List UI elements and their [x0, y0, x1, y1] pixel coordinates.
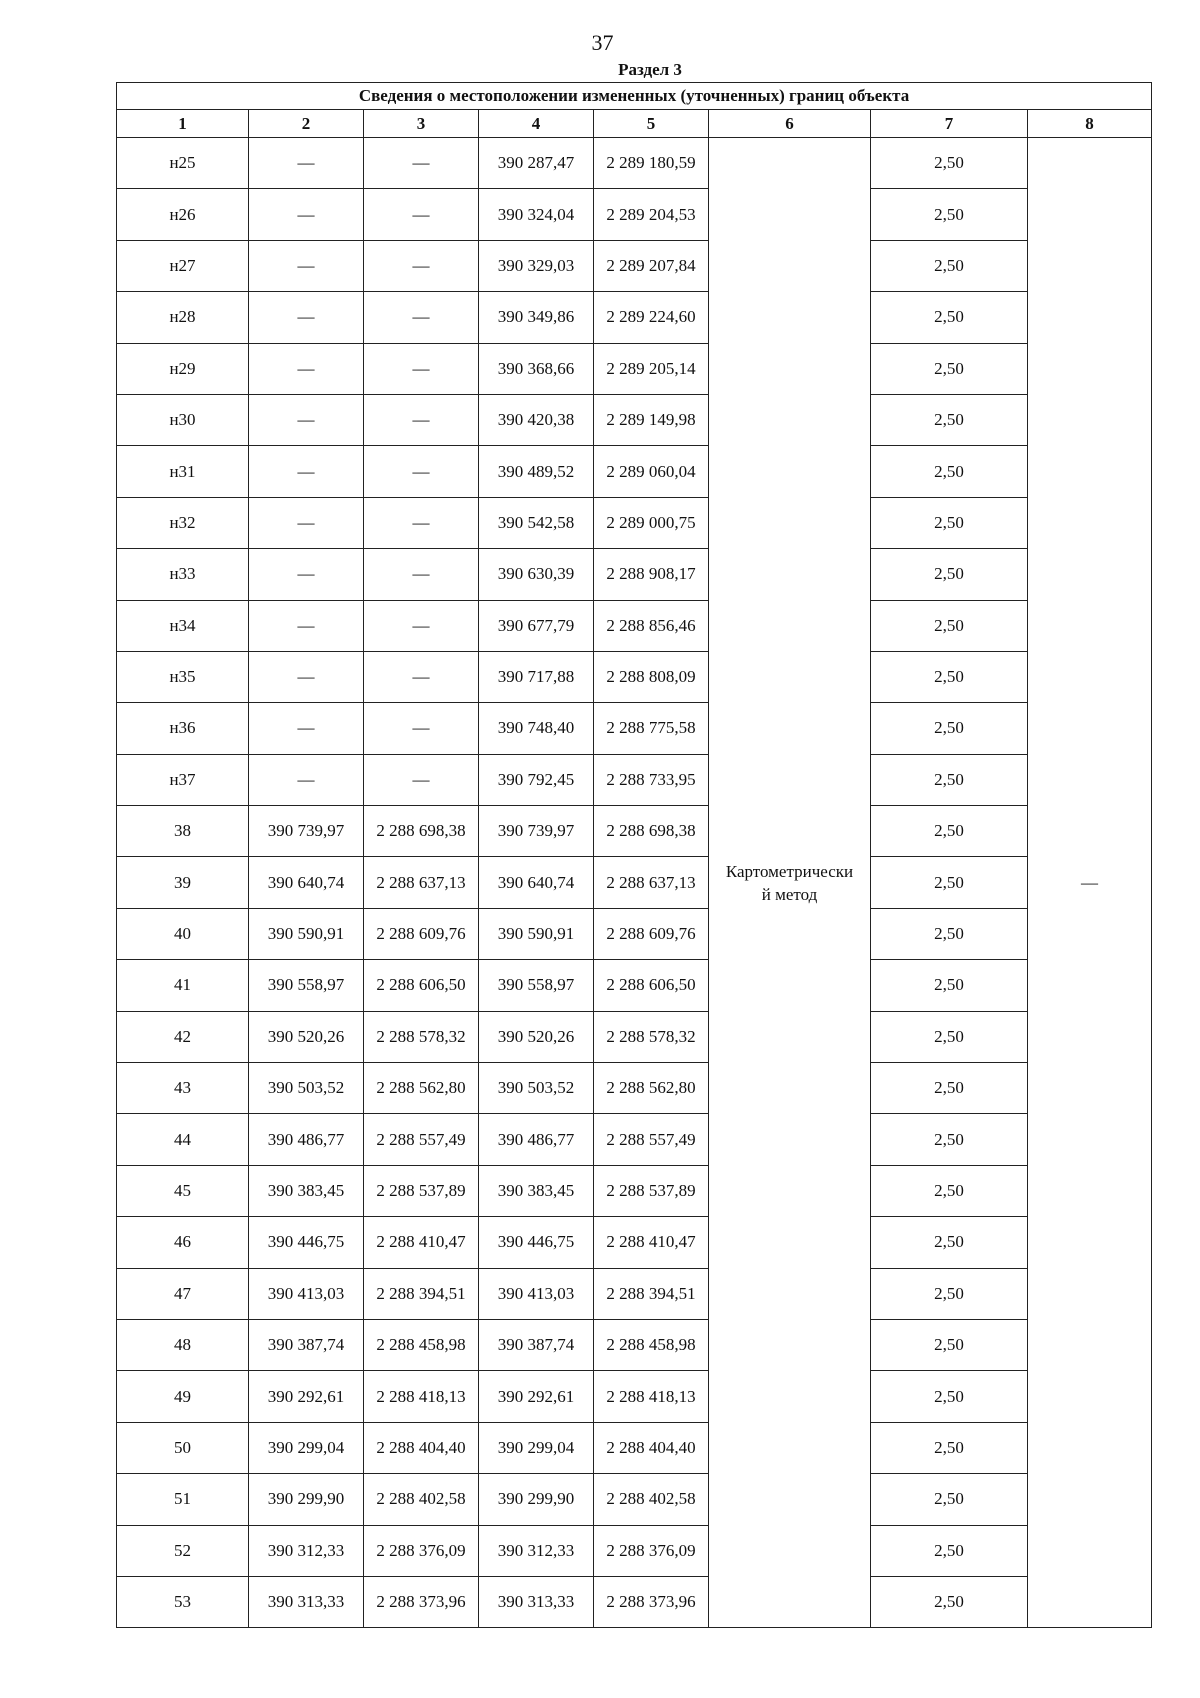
point-cell: 52 [117, 1525, 249, 1576]
y-old-cell: — [364, 549, 479, 600]
y-new-cell: 2 288 404,40 [594, 1422, 709, 1473]
x-new-cell: 390 312,33 [479, 1525, 594, 1576]
x-old-cell: 390 486,77 [249, 1114, 364, 1165]
table-row [117, 1165, 1152, 1216]
table-row [117, 806, 1152, 857]
y-old-cell: — [364, 138, 479, 189]
point-cell: н27 [117, 240, 249, 291]
column-number: 8 [1028, 110, 1152, 138]
x-new-cell: 390 368,66 [479, 343, 594, 394]
table-row [117, 754, 1152, 805]
x-old-cell: — [249, 497, 364, 548]
accuracy-cell: 2,50 [871, 497, 1028, 548]
x-old-cell: 390 739,97 [249, 806, 364, 857]
x-new-cell: 390 486,77 [479, 1114, 594, 1165]
y-old-cell: 2 288 698,38 [364, 806, 479, 857]
table-row [117, 240, 1152, 291]
point-cell: н32 [117, 497, 249, 548]
table-row [117, 497, 1152, 548]
x-new-cell: 390 299,90 [479, 1474, 594, 1525]
x-new-cell: 390 383,45 [479, 1165, 594, 1216]
y-old-cell: 2 288 373,96 [364, 1576, 479, 1627]
y-old-cell: — [364, 703, 479, 754]
y-old-cell: 2 288 418,13 [364, 1371, 479, 1422]
x-old-cell: 390 558,97 [249, 960, 364, 1011]
x-old-cell: 390 640,74 [249, 857, 364, 908]
table-row [117, 343, 1152, 394]
y-new-cell: 2 288 537,89 [594, 1165, 709, 1216]
point-cell: н34 [117, 600, 249, 651]
x-new-cell: 390 717,88 [479, 651, 594, 702]
y-new-cell: 2 289 204,53 [594, 189, 709, 240]
y-new-cell: 2 288 578,32 [594, 1011, 709, 1062]
y-old-cell: 2 288 637,13 [364, 857, 479, 908]
x-new-cell: 390 299,04 [479, 1422, 594, 1473]
y-old-cell: — [364, 497, 479, 548]
x-new-cell: 390 413,03 [479, 1268, 594, 1319]
column-number: 5 [594, 110, 709, 138]
x-old-cell: 390 413,03 [249, 1268, 364, 1319]
accuracy-cell: 2,50 [871, 1011, 1028, 1062]
x-old-cell: — [249, 189, 364, 240]
y-new-cell: 2 288 410,47 [594, 1217, 709, 1268]
x-new-cell: 390 489,52 [479, 446, 594, 497]
y-new-cell: 2 288 637,13 [594, 857, 709, 908]
column-number-row [117, 110, 1152, 138]
y-new-cell: 2 288 609,76 [594, 908, 709, 959]
y-old-cell: 2 288 404,40 [364, 1422, 479, 1473]
x-old-cell: 390 387,74 [249, 1319, 364, 1370]
x-new-cell: 390 748,40 [479, 703, 594, 754]
column-number: 1 [117, 110, 249, 138]
accuracy-cell: 2,50 [871, 1525, 1028, 1576]
table-row [117, 549, 1152, 600]
point-cell: н26 [117, 189, 249, 240]
x-old-cell: — [249, 138, 364, 189]
x-old-cell: — [249, 394, 364, 445]
x-new-cell: 390 446,75 [479, 1217, 594, 1268]
x-new-cell: 390 349,86 [479, 292, 594, 343]
y-old-cell: 2 288 606,50 [364, 960, 479, 1011]
accuracy-cell: 2,50 [871, 1319, 1028, 1370]
y-old-cell: 2 288 609,76 [364, 908, 479, 959]
table-row [117, 960, 1152, 1011]
table-row [117, 1319, 1152, 1370]
y-old-cell: 2 288 394,51 [364, 1268, 479, 1319]
boundary-table [116, 82, 1152, 1628]
x-old-cell: 390 383,45 [249, 1165, 364, 1216]
table-row [117, 1114, 1152, 1165]
y-old-cell: — [364, 446, 479, 497]
y-old-cell: — [364, 292, 479, 343]
point-cell: 40 [117, 908, 249, 959]
point-cell: н37 [117, 754, 249, 805]
y-new-cell: 2 288 402,58 [594, 1474, 709, 1525]
x-new-cell: 390 520,26 [479, 1011, 594, 1062]
point-cell: 53 [117, 1576, 249, 1627]
x-old-cell: — [249, 651, 364, 702]
accuracy-cell: 2,50 [871, 806, 1028, 857]
accuracy-cell: 2,50 [871, 1422, 1028, 1473]
y-old-cell: 2 288 402,58 [364, 1474, 479, 1525]
table-row [117, 1422, 1152, 1473]
x-old-cell: — [249, 703, 364, 754]
table-row [117, 1474, 1152, 1525]
accuracy-cell: 2,50 [871, 1371, 1028, 1422]
table-row [117, 1063, 1152, 1114]
accuracy-cell: 2,50 [871, 857, 1028, 908]
table-row [117, 908, 1152, 959]
accuracy-cell: 2,50 [871, 343, 1028, 394]
x-new-cell: 390 677,79 [479, 600, 594, 651]
table-row [117, 600, 1152, 651]
y-new-cell: 2 288 733,95 [594, 754, 709, 805]
table-row [117, 1011, 1152, 1062]
point-cell: н31 [117, 446, 249, 497]
x-new-cell: 390 792,45 [479, 754, 594, 805]
x-new-cell: 390 324,04 [479, 189, 594, 240]
y-old-cell: — [364, 394, 479, 445]
section-title: Раздел 3 [618, 60, 682, 79]
accuracy-cell: 2,50 [871, 292, 1028, 343]
column-number: 7 [871, 110, 1028, 138]
point-cell: 38 [117, 806, 249, 857]
point-cell: н36 [117, 703, 249, 754]
accuracy-cell: 2,50 [871, 1474, 1028, 1525]
x-old-cell: 390 299,04 [249, 1422, 364, 1473]
table-row [117, 189, 1152, 240]
table-row [117, 1576, 1152, 1627]
x-old-cell: — [249, 600, 364, 651]
y-new-cell: 2 288 376,09 [594, 1525, 709, 1576]
page-number: 37 [591, 30, 614, 55]
point-cell: 46 [117, 1217, 249, 1268]
point-cell: 45 [117, 1165, 249, 1216]
table-row [117, 1268, 1152, 1319]
accuracy-cell: 2,50 [871, 138, 1028, 189]
accuracy-cell: 2,50 [871, 1217, 1028, 1268]
accuracy-cell: 2,50 [871, 1165, 1028, 1216]
x-new-cell: 390 503,52 [479, 1063, 594, 1114]
accuracy-cell: 2,50 [871, 651, 1028, 702]
y-old-cell: 2 288 458,98 [364, 1319, 479, 1370]
accuracy-cell: 2,50 [871, 754, 1028, 805]
table-row [117, 1525, 1152, 1576]
table-row [117, 1217, 1152, 1268]
point-cell: 49 [117, 1371, 249, 1422]
table-body [117, 138, 1152, 1628]
x-old-cell: — [249, 754, 364, 805]
y-old-cell: 2 288 537,89 [364, 1165, 479, 1216]
point-cell: н30 [117, 394, 249, 445]
accuracy-cell: 2,50 [871, 394, 1028, 445]
point-cell: н33 [117, 549, 249, 600]
y-new-cell: 2 288 458,98 [594, 1319, 709, 1370]
point-cell: н25 [117, 138, 249, 189]
point-cell: 44 [117, 1114, 249, 1165]
table-row [117, 292, 1152, 343]
y-old-cell: — [364, 189, 479, 240]
x-old-cell: 390 446,75 [249, 1217, 364, 1268]
accuracy-cell: 2,50 [871, 960, 1028, 1011]
point-cell: н35 [117, 651, 249, 702]
column-number: 4 [479, 110, 594, 138]
x-new-cell: 390 387,74 [479, 1319, 594, 1370]
accuracy-cell: 2,50 [871, 1114, 1028, 1165]
col8-cell: — [1028, 138, 1152, 1628]
x-old-cell: — [249, 343, 364, 394]
y-new-cell: 2 288 698,38 [594, 806, 709, 857]
x-old-cell: — [249, 549, 364, 600]
accuracy-cell: 2,50 [871, 240, 1028, 291]
table-row [117, 1371, 1152, 1422]
x-new-cell: 390 313,33 [479, 1576, 594, 1627]
x-old-cell: — [249, 446, 364, 497]
x-new-cell: 390 590,91 [479, 908, 594, 959]
x-old-cell: 390 292,61 [249, 1371, 364, 1422]
x-old-cell: 390 520,26 [249, 1011, 364, 1062]
point-cell: н29 [117, 343, 249, 394]
x-new-cell: 390 542,58 [479, 497, 594, 548]
point-cell: 50 [117, 1422, 249, 1473]
y-new-cell: 2 288 418,13 [594, 1371, 709, 1422]
x-old-cell: 390 590,91 [249, 908, 364, 959]
y-new-cell: 2 289 000,75 [594, 497, 709, 548]
point-cell: 41 [117, 960, 249, 1011]
accuracy-cell: 2,50 [871, 549, 1028, 600]
table-caption: Сведения о местоположении измененных (уточненных) границ объекта [117, 83, 1152, 110]
y-old-cell: 2 288 557,49 [364, 1114, 479, 1165]
accuracy-cell: 2,50 [871, 1268, 1028, 1319]
y-new-cell: 2 288 557,49 [594, 1114, 709, 1165]
table-row [117, 446, 1152, 497]
x-old-cell: 390 503,52 [249, 1063, 364, 1114]
y-new-cell: 2 288 908,17 [594, 549, 709, 600]
y-new-cell: 2 288 373,96 [594, 1576, 709, 1627]
y-old-cell: — [364, 600, 479, 651]
y-old-cell: 2 288 578,32 [364, 1011, 479, 1062]
table-row [117, 651, 1152, 702]
accuracy-cell: 2,50 [871, 600, 1028, 651]
table-row [117, 857, 1152, 908]
accuracy-cell: 2,50 [871, 1576, 1028, 1627]
accuracy-cell: 2,50 [871, 1063, 1028, 1114]
y-new-cell: 2 288 606,50 [594, 960, 709, 1011]
y-old-cell: 2 288 376,09 [364, 1525, 479, 1576]
point-cell: 51 [117, 1474, 249, 1525]
point-cell: 43 [117, 1063, 249, 1114]
point-cell: 39 [117, 857, 249, 908]
x-old-cell: — [249, 240, 364, 291]
table-row [117, 703, 1152, 754]
x-old-cell: 390 299,90 [249, 1474, 364, 1525]
x-new-cell: 390 739,97 [479, 806, 594, 857]
y-new-cell: 2 288 562,80 [594, 1063, 709, 1114]
x-new-cell: 390 630,39 [479, 549, 594, 600]
y-new-cell: 2 289 224,60 [594, 292, 709, 343]
y-old-cell: — [364, 343, 479, 394]
y-old-cell: 2 288 410,47 [364, 1217, 479, 1268]
column-number: 2 [249, 110, 364, 138]
accuracy-cell: 2,50 [871, 908, 1028, 959]
x-new-cell: 390 640,74 [479, 857, 594, 908]
x-new-cell: 390 420,38 [479, 394, 594, 445]
y-new-cell: 2 288 394,51 [594, 1268, 709, 1319]
y-old-cell: — [364, 651, 479, 702]
y-old-cell: 2 288 562,80 [364, 1063, 479, 1114]
y-new-cell: 2 289 149,98 [594, 394, 709, 445]
x-new-cell: 390 287,47 [479, 138, 594, 189]
y-new-cell: 2 289 180,59 [594, 138, 709, 189]
y-new-cell: 2 289 207,84 [594, 240, 709, 291]
y-old-cell: — [364, 754, 479, 805]
point-cell: 48 [117, 1319, 249, 1370]
point-cell: 47 [117, 1268, 249, 1319]
y-new-cell: 2 288 775,58 [594, 703, 709, 754]
table-row [117, 394, 1152, 445]
x-old-cell: — [249, 292, 364, 343]
x-new-cell: 390 558,97 [479, 960, 594, 1011]
table-row [117, 138, 1152, 189]
column-number: 6 [709, 110, 871, 138]
point-cell: н28 [117, 292, 249, 343]
method-cell: Картометрически й метод [709, 138, 871, 1628]
column-number: 3 [364, 110, 479, 138]
x-new-cell: 390 292,61 [479, 1371, 594, 1422]
y-new-cell: 2 288 808,09 [594, 651, 709, 702]
y-new-cell: 2 289 060,04 [594, 446, 709, 497]
y-new-cell: 2 288 856,46 [594, 600, 709, 651]
x-old-cell: 390 312,33 [249, 1525, 364, 1576]
x-old-cell: 390 313,33 [249, 1576, 364, 1627]
accuracy-cell: 2,50 [871, 189, 1028, 240]
x-new-cell: 390 329,03 [479, 240, 594, 291]
y-old-cell: — [364, 240, 479, 291]
accuracy-cell: 2,50 [871, 446, 1028, 497]
y-new-cell: 2 289 205,14 [594, 343, 709, 394]
point-cell: 42 [117, 1011, 249, 1062]
accuracy-cell: 2,50 [871, 703, 1028, 754]
